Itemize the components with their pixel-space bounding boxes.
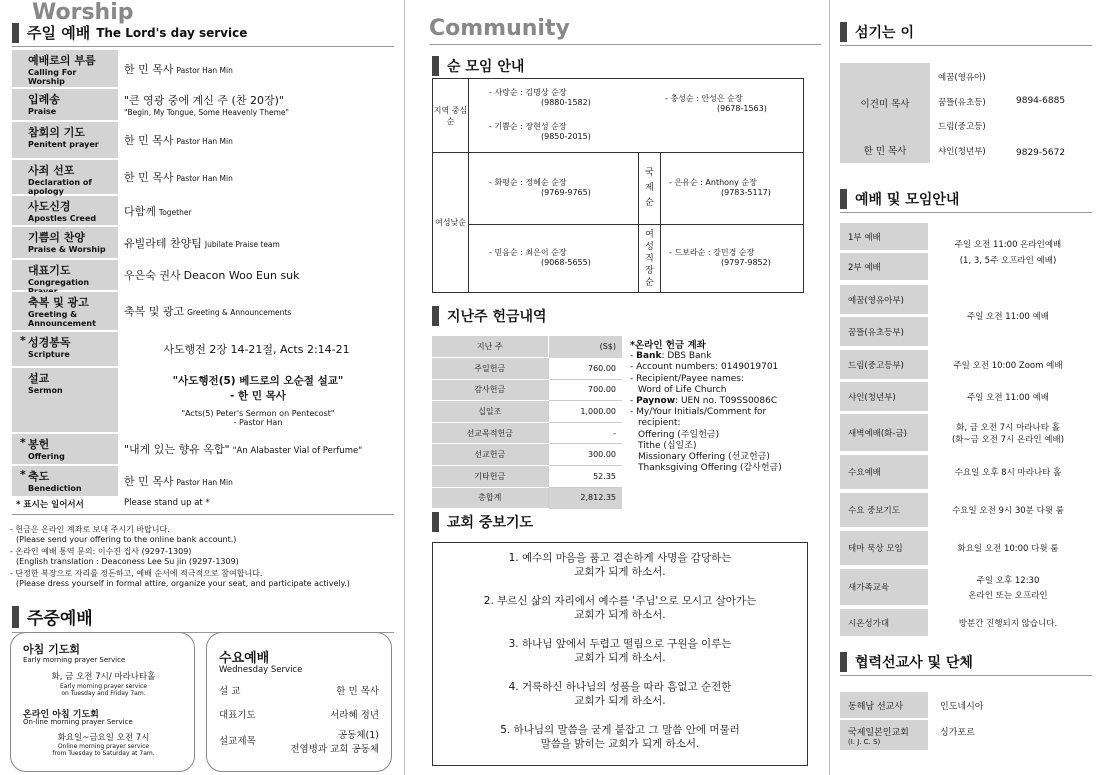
section-bar-icon bbox=[432, 56, 439, 76]
liturgy-row bbox=[12, 122, 392, 158]
section-bar-icon bbox=[12, 606, 19, 628]
prayer-item: 1. 예수의 마음을 품고 겸손하게 사명을 감당하는 교회가 되게 하소서. bbox=[508, 552, 732, 578]
offering-row: 선교목적헌금 - bbox=[432, 422, 622, 444]
liturgy-label: 예배로의 부름 Calling For Worship bbox=[12, 50, 118, 87]
section-bar-icon bbox=[12, 23, 19, 43]
groups-heading: 순 모임 안내 bbox=[432, 56, 804, 79]
liturgy-label: 설교 Sermon bbox=[12, 368, 118, 432]
prayer-item: 5. 하나님의 말씀을 굳게 붙잡고 그 말씀 안에 머물러 말씀을 밝히는 교회가 되게 하소서. bbox=[500, 724, 740, 750]
liturgy-row bbox=[12, 160, 392, 194]
liturgy-label: 축복 및 광고 Greeting & Announcement bbox=[12, 292, 118, 330]
liturgy-content: "사도행전(5) 베드로의 오순절 설교" - 한 민 목사 "Acts(5) Peter's Sermon on Pentecost" - Pastor Han bbox=[172, 375, 344, 427]
note-line-en: (English translation : Deaconess Lee Su jin (9297-1309) bbox=[16, 557, 239, 566]
prayer-item: 2. 부르신 삶의 자리에서 예수를 '주님'으로 모시고 살아가는 교회가 되게 하소서. bbox=[483, 595, 757, 621]
note-line-en: (Please dress yourself in formal attire, organize your seat, and participate actively.) bbox=[16, 579, 350, 588]
liturgy-row bbox=[12, 227, 392, 258]
wednesday-service-box: 수요예배 Wednesday Service 설 교 한 민 목사 대표기도 서라혜 정년 설교제목 공동체(1) 전염병과 교회 공동체 bbox=[206, 632, 392, 772]
liturgy-content: "내게 있는 향유 옥합" "An Alabaster Vial of Perfume" bbox=[124, 443, 363, 456]
note-line: - 헌금은 온라인 계좌로 보내 주시기 바랍니다. bbox=[10, 525, 170, 534]
online-offering-info: *온라인 헌금 계좌 - Bank: DBS Bank - Account numbers: 0149019701 - Recipient/Payee names: Word of Life Church - Paynow: UEN no. T09SS0086C - My/Your Initials/Comment for recipient: Offering (주일헌금) Tithe (십일조) Missionary Offering (선교헌금) Thanksgiving Offering (감사헌금) bbox=[630, 340, 782, 474]
note-line: - 단정한 복장으로 자리를 정돈하고, 예배 순서에 적극적으로 참여합니다. bbox=[10, 569, 263, 578]
morning-prayer-box: 아침 기도회 Early morning prayer Service 화, 금 오전 7시/ 마라나타홀 Early morning prayer service on Tuesday and Friday 7am. 온라인 아침 기도회 On-line morning prayer Service 화요일~금요일 오전 7시 Online morning prayer service from Tuesday to Saturday at 7am. bbox=[10, 632, 195, 772]
prayer-item: 3. 하나님 앞에서 두렵고 떨림으로 구원을 이루는 교회가 되게 하소서. bbox=[508, 638, 732, 664]
offering-heading: 지난주 헌금내역 bbox=[432, 306, 804, 329]
liturgy-content: 사도행전 2장 14-21절, Acts 2:14-21 bbox=[163, 343, 350, 356]
community-label: Community bbox=[429, 16, 570, 41]
staff-heading: 섬기는 이 bbox=[840, 22, 1092, 46]
section-bar-icon bbox=[432, 512, 439, 532]
prayer-heading: 교회 중보기도 bbox=[432, 512, 804, 535]
section-bar-icon bbox=[432, 306, 439, 326]
liturgy-label: 입례송 Praise bbox=[12, 89, 118, 120]
section-bar-icon bbox=[840, 22, 847, 42]
note-line-en: (Please send your offering to the online bank account.) bbox=[16, 535, 237, 544]
liturgy-content: 축복 및 광고 Greeting & Announcements bbox=[124, 305, 292, 318]
offering-header-row: 지난 주 (S$) bbox=[432, 336, 622, 358]
liturgy-label: 사죄 선포 Declaration of apology bbox=[12, 160, 118, 194]
liturgy-content: 한 민 목사 Pastor Han Min bbox=[124, 171, 233, 184]
offering-row: 감사헌금 700.00 bbox=[432, 379, 622, 401]
liturgy-row bbox=[12, 260, 392, 290]
groups-table: 지역 중심순 - 사랑순 : 김명상 순장 (9880-1582) - 충성순 : 안성은 순장 (9678-1563) - 기쁨순 : 장현성 순장 (9850-2015) 여성낮순 - 화평순 : 정혜순 순장 (9769-9765) 국 제 순 - 은유순 : Anthony 순장 (9783-5117) - 믿음순 : 최은이 순장 (9068-5655) 여 성 직 장 순 - 드보라순 : 강민경 순장 (9797-9852) bbox=[432, 78, 804, 293]
community-column bbox=[404, 0, 830, 775]
offering-table bbox=[432, 336, 622, 509]
offering-row: 총합계 2,812.35 bbox=[432, 487, 622, 509]
liturgy-content: 한 민 목사 Pastor Han Min bbox=[124, 134, 233, 147]
liturgy-label: 사도신경 Apostles Creed bbox=[12, 196, 118, 225]
weekday-heading: 주중예배 bbox=[12, 604, 394, 633]
liturgy-content: "큰 영광 중에 계신 주 (찬 20장)" "Begin, My Tongue, Some Heavenly Theme" bbox=[124, 94, 289, 117]
schedule-heading: 예배 및 모임안내 bbox=[840, 189, 1092, 213]
sunday-service-heading: 주일 예배 The Lord's day service bbox=[12, 22, 394, 47]
offering-row: 기타헌금 52.35 bbox=[432, 466, 622, 488]
worship-column bbox=[0, 0, 404, 775]
missions-heading: 협력선교사 및 단체 bbox=[840, 652, 1092, 676]
liturgy-row bbox=[12, 434, 392, 464]
offering-row: 십일조 1,000.00 bbox=[432, 401, 622, 423]
offering-row: 선교헌금 300.00 bbox=[432, 444, 622, 466]
liturgy-label: * 봉헌 Offering bbox=[12, 434, 118, 464]
worship-label: Worship bbox=[32, 0, 134, 25]
liturgy-row bbox=[12, 50, 392, 87]
liturgy-content: 우은숙 권사 Deacon Woo Eun suk bbox=[124, 269, 300, 282]
standup-note: * 표시는 일어서서 Please stand up at * bbox=[12, 498, 394, 515]
liturgy-row bbox=[12, 89, 392, 120]
info-column: 섬기는 이 이건미 목사 한 민 목사 예꿈(영유아) 꿈뜰(유초등) 드림(중고등) 샤인(청년부) 9894-6885 9829-5672 예배 및 모임안내 1부 예배 2부 예배 주일 오전 11:00 온라인예배 (1, 3, 5주 오프라인 예배) 예꿈(영유아부) 꿈뜰(유초등부) 주일 오전 11:00 예배 드림(중고등부) 주일 오전 10:00 Zoom 예배 샤인(청년부) 주일 오전 11:00 예배 새벽예배(화-금) 화, 금 오전 7시 마라나타 홀 (화~금 오전 7시 온라인 예배) 수요예배 수요일 오후 8시 마라나타 홀 수요 중보기도 수요일 오전 9시 30분 다윗 룸 테마 묵상 모임 화요일 오전 10:00 다윗 룸 새가족교육 주일 오후 12:30 온라인 또는 오프라인 시온성가대 방분간 진행되지 않습니다. 협력선교사 및 단체 동해남 선교사 인도네시아 국제일본인교회 (I. J. C. S) 싱가포르 bbox=[830, 0, 1096, 775]
liturgy-content: 한 민 목사 Pastor Han Min bbox=[124, 475, 233, 488]
liturgy-label: 대표기도 Congregation bbox=[12, 260, 118, 290]
liturgy-content: 한 민 목사 Pastor Han Min bbox=[124, 62, 233, 76]
notes-list bbox=[10, 524, 400, 590]
prayer-item: 4. 거룩하신 하나님의 성품을 따라 흠없고 순전한 교회가 되게 하소서. bbox=[508, 681, 732, 707]
liturgy-label: * 성경봉독 Scripture bbox=[12, 332, 118, 366]
liturgy-content: 다함께 Together bbox=[124, 204, 192, 218]
prayer-box bbox=[432, 542, 808, 766]
section-bar-icon bbox=[840, 652, 847, 672]
liturgy-label: 참회의 기도 Penitent prayer bbox=[12, 122, 118, 158]
liturgy-row bbox=[12, 368, 392, 432]
liturgy-row bbox=[12, 196, 392, 225]
liturgy-label: 기쁨의 찬양 Praise & Worship bbox=[12, 227, 118, 258]
liturgy-row bbox=[12, 292, 392, 330]
liturgy-row bbox=[12, 466, 392, 496]
offering-row: 주일헌금 760.00 bbox=[432, 358, 622, 380]
liturgy-row bbox=[12, 332, 392, 366]
liturgy-content: 유빌라테 찬양팀 Jubilate Praise team bbox=[124, 236, 280, 250]
section-bar-icon bbox=[840, 189, 847, 209]
note-line: - 온라인 예배 통역 문의: 이수진 집사 (9297-1309) bbox=[10, 547, 192, 556]
liturgy-label: * 축도 Benediction bbox=[12, 466, 118, 496]
